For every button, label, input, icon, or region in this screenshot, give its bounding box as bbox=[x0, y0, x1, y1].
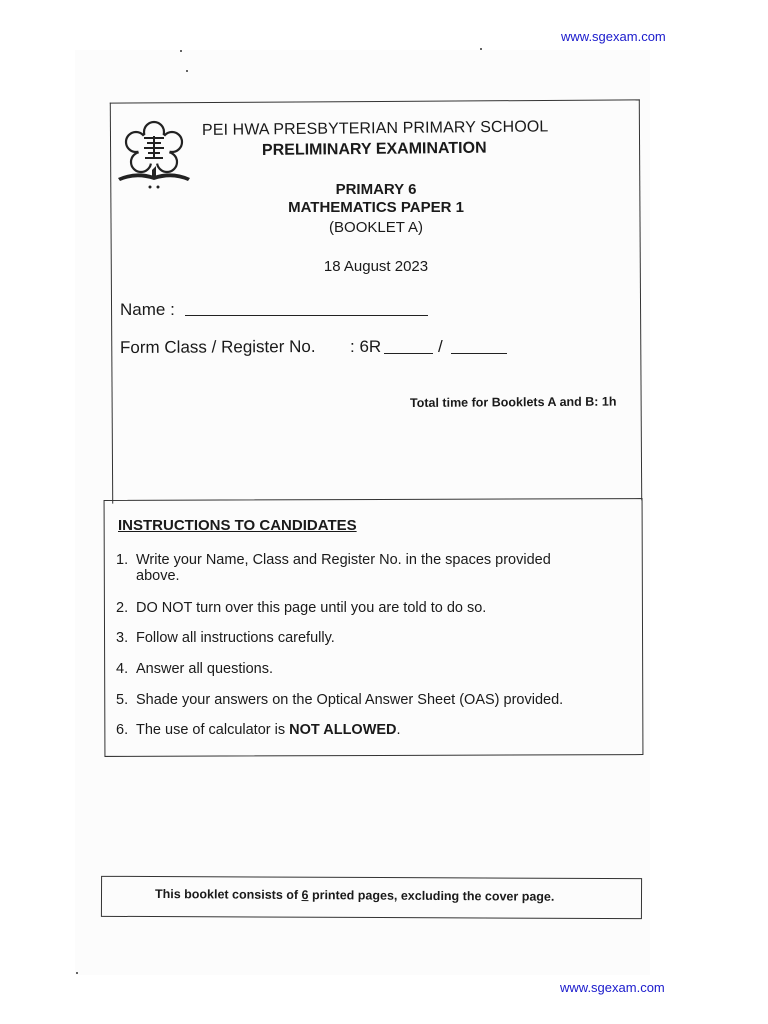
instruction-item: 2. DO NOT turn over this page until you are told to do so. bbox=[116, 600, 487, 616]
sgexam-link-bottom[interactable]: www.sgexam.com bbox=[560, 980, 665, 995]
instructions-frame bbox=[104, 498, 644, 757]
school-crest-icon bbox=[114, 116, 194, 192]
instruction-item: 6. The use of calculator is NOT ALLOWED. bbox=[116, 722, 401, 738]
scan-speck bbox=[480, 48, 482, 50]
instruction-item: 5. Shade your answers on the Optical Answer Sheet (OAS) provided. bbox=[116, 692, 564, 708]
scan-speck bbox=[76, 972, 78, 974]
scan-speck bbox=[180, 50, 182, 52]
scan-speck bbox=[186, 70, 188, 72]
instruction-item: 3. Follow all instructions carefully. bbox=[116, 630, 335, 646]
instruction-item: 1. Write your Name, Class and Register No. in the spaces provided above. bbox=[116, 552, 551, 584]
paper-heading: MATHEMATICS PAPER 1 bbox=[288, 199, 464, 216]
total-time-note: Total time for Booklets A and B: 1h bbox=[409, 394, 617, 410]
name-label: Name : bbox=[120, 300, 175, 319]
page-count-note: This booklet consists of 6 printed pages, excluding the cover page. bbox=[154, 887, 555, 904]
class-blank bbox=[384, 353, 433, 354]
level-heading: PRIMARY 6 bbox=[335, 181, 417, 198]
name-blank bbox=[185, 315, 428, 316]
class-prefix: : 6R bbox=[350, 337, 382, 356]
class-register-label: Form Class / Register No. bbox=[119, 336, 316, 357]
exam-date: 18 August 2023 bbox=[323, 258, 429, 275]
booklet-heading: (BOOKLET A) bbox=[329, 219, 423, 236]
register-blank bbox=[451, 353, 507, 354]
instruction-item: 4. Answer all questions. bbox=[116, 661, 274, 677]
class-register-separator: / bbox=[438, 337, 443, 356]
sgexam-link-top[interactable]: www.sgexam.com bbox=[561, 29, 666, 44]
exam-title: PRELIMINARY EXAMINATION bbox=[261, 139, 487, 159]
instructions-heading: INSTRUCTIONS TO CANDIDATES bbox=[118, 517, 357, 534]
school-name: PEI HWA PRESBYTERIAN PRIMARY SCHOOL bbox=[201, 118, 549, 139]
